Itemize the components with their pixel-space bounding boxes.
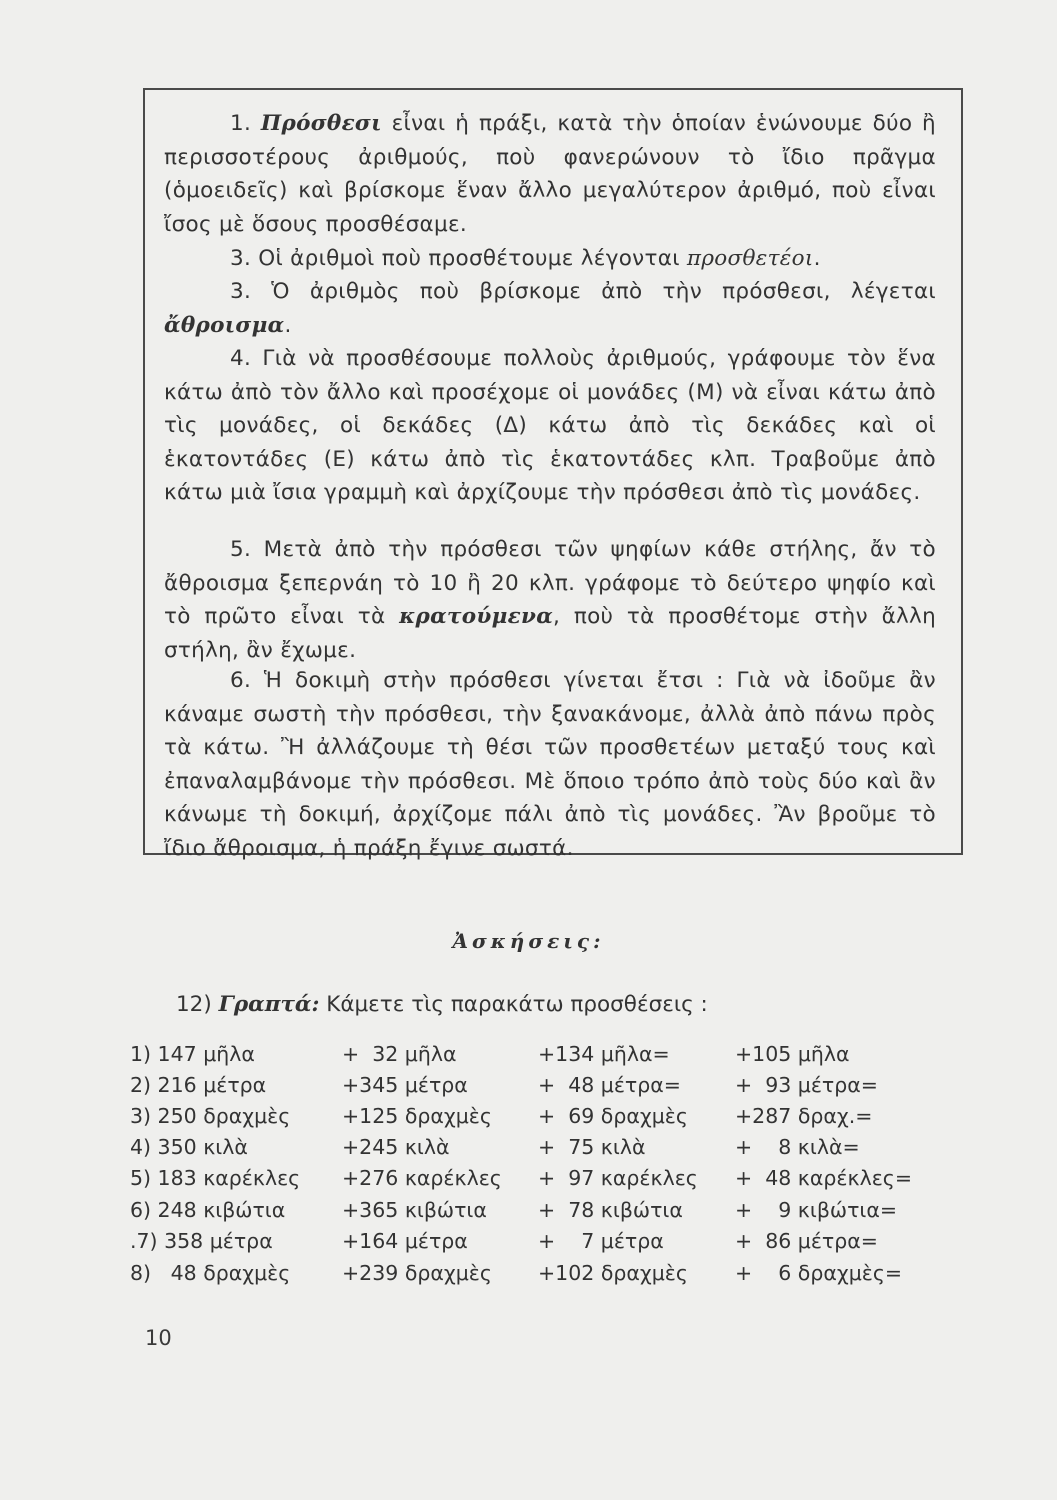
exercise-addend: + 8 κιλὰ= bbox=[735, 1135, 860, 1159]
rule-6: 6. Ἡ δοκιμὴ στὴν πρόσθεσι γίνεται ἔτσι : Γιὰ νὰ ἰδοῦμε ἂν κάναμε σωστὴ τὴν πρόσθεσι, τὴν ξανακάνομε, ἀλλὰ ἀπὸ πάνω πρὸς τὰ κάτω. Ἢ ἀλλάζουμε τὴ θέσι τῶν προσθετέων μεταξύ τους καὶ ἐπαναλαμβάνομε τὴν πρόσθεσι. Μὲ ὅποιο τρόπο ἀπὸ τοὺς δύο καὶ ἂν κάνωμε τὴ δοκιμή, ἀρχίζομε πάλι ἀπὸ τὶς μονάδες. Ἂν βροῦμε τὸ ἴδιο ἄθροισμα, ἡ πράξη ἔγινε σωστά. bbox=[164, 668, 936, 861]
exercise-addend: + 9 κιβώτια= bbox=[735, 1198, 898, 1222]
rule-2 bbox=[164, 242, 936, 276]
exercise-row bbox=[130, 1042, 960, 1072]
exercise-addend: +125 δραχμὲς bbox=[342, 1104, 492, 1128]
exercises-heading: Ἀσκήσεις: bbox=[452, 929, 605, 953]
task-label: Γραπτά: bbox=[218, 992, 320, 1017]
task-number: 12) bbox=[176, 992, 212, 1017]
rule-3 bbox=[164, 275, 936, 342]
exercise-first-term: 4) 350 κιλὰ bbox=[130, 1135, 248, 1159]
rule-5 bbox=[164, 533, 936, 667]
page-number: 10 bbox=[145, 1326, 172, 1350]
exercise-row bbox=[130, 1198, 960, 1228]
rule-4: 4. Γιὰ νὰ προσθέσουμε πολλοὺς ἀριθμούς, γράφουμε τὸν ἕνα κάτω ἀπὸ τὸν ἄλλο καὶ προσέχομε οἱ μονάδες (Μ) νὰ εἶναι κάτω ἀπὸ τὶς μονάδες, οἱ δεκάδες (Δ) κάτω ἀπὸ τὶς δεκάδες καὶ οἱ ἑκατοντάδες (Ε) κάτω ἀπὸ τὶς ἑκατοντάδες κλπ. Τραβοῦμε ἀπὸ κάτω μιὰ ἴσια γραμμὴ καὶ ἀρχίζουμε τὴν πρόσθεσι ἀπὸ τὶς μονάδες. bbox=[164, 346, 936, 505]
exercise-addend: +287 δραχ.= bbox=[735, 1104, 873, 1128]
exercise-first-term: 3) 250 δραχμὲς bbox=[130, 1104, 291, 1128]
rule-5-text: 5. Μετὰ ἀπὸ τὴν πρόσθεσι τῶν ψηφίων κάθε στήλης, ἄν τὸ ἄθροισμα ξεπερνάη τὸ 10 ἢ 20 κλπ. γράφομε τὸ δεύτερο ψηφίο καὶ τὸ πρῶτο εἶναι τὰ bbox=[164, 537, 936, 629]
exercise-first-term: 5) 183 καρέκλες bbox=[130, 1166, 301, 1190]
task-instruction bbox=[176, 992, 708, 1017]
rule-1 bbox=[164, 107, 936, 241]
exercise-row bbox=[130, 1104, 960, 1134]
exercise-first-term: 6) 248 κιβώτια bbox=[130, 1198, 286, 1222]
exercise-addend: +345 μέτρα bbox=[342, 1073, 468, 1097]
rule-5-end: , ποὺ τὰ προσθέτομε στὴν ἄλλη στήλη, ἂν ἔχωμε. bbox=[164, 604, 937, 663]
exercise-first-term: 8) 48 δραχμὲς bbox=[130, 1261, 291, 1285]
exercise-first-term: 2) 216 μέτρα bbox=[130, 1073, 267, 1097]
exercise-addend: + 86 μέτρα= bbox=[735, 1229, 878, 1253]
exercise-row bbox=[130, 1073, 960, 1103]
exercise-row bbox=[130, 1261, 960, 1291]
exercise-first-term: .7) 358 μέτρα bbox=[130, 1229, 273, 1253]
term-prosthetoi: προσθετέοι bbox=[686, 246, 814, 271]
exercise-addend: + 69 δραχμὲς bbox=[538, 1104, 688, 1128]
exercise-row bbox=[130, 1166, 960, 1196]
exercise-addend: +164 μέτρα bbox=[342, 1229, 468, 1253]
exercise-addend: + 48 καρέκλες= bbox=[735, 1166, 913, 1190]
exercise-addend: + 6 δραχμὲς= bbox=[735, 1261, 903, 1285]
task-text: Κάμετε τὶς παρακάτω προσθέσεις : bbox=[319, 992, 708, 1017]
exercise-addend: + 32 μῆλα bbox=[342, 1042, 457, 1066]
rule-2-end: . bbox=[813, 246, 821, 271]
term-kratoumena: κρατούμενα bbox=[399, 604, 554, 629]
exercise-row bbox=[130, 1229, 960, 1259]
exercise-addend: +239 δραχμὲς bbox=[342, 1261, 492, 1285]
rule-2-text: 3. Οἱ ἀριθμοὶ ποὺ προσθέτουμε λέγονται bbox=[230, 246, 687, 271]
exercise-addend: +105 μῆλα bbox=[735, 1042, 850, 1066]
exercise-addend: +245 κιλὰ bbox=[342, 1135, 450, 1159]
exercise-addend: +102 δραχμὲς bbox=[538, 1261, 688, 1285]
exercise-addend: +134 μῆλα= bbox=[538, 1042, 670, 1066]
exercise-addend: + 78 κιβώτια bbox=[538, 1198, 683, 1222]
exercise-addend: +365 κιβώτια bbox=[342, 1198, 487, 1222]
rule-number: 1. bbox=[230, 111, 252, 136]
exercise-row bbox=[130, 1135, 960, 1165]
rule-1-text: εἶναι ἡ πράξι, κατὰ τὴν ὁποίαν ἑνώνουμε δύο ἢ περισσοτέρους ἀριθμούς, ποὺ φανερώνουν τὸ ἴδιο πρᾶγμα (ὁμοειδεῖς) καὶ βρίσκομε ἕναν ἄλλο μεγαλύτερον ἀριθμό, ποὺ εἶναι ἴσος μὲ ὅσους προσθέσαμε. bbox=[164, 111, 936, 237]
exercise-addend: + 75 κιλὰ bbox=[538, 1135, 646, 1159]
rule-3-end: . bbox=[284, 312, 292, 338]
term-prosthesi: Πρόσθεσι bbox=[260, 111, 382, 136]
rule-3-text: 3. Ὁ ἀριθμὸς ποὺ βρίσκομε ἀπὸ τὴν πρόσθεσι, λέγεται bbox=[230, 279, 936, 304]
exercise-first-term: 1) 147 μῆλα bbox=[130, 1042, 255, 1066]
exercise-addend: + 93 μέτρα= bbox=[735, 1073, 878, 1097]
exercise-addend: + 97 καρέκλες bbox=[538, 1166, 698, 1190]
exercise-addend: +276 καρέκλες bbox=[342, 1166, 502, 1190]
exercise-addend: + 48 μέτρα= bbox=[538, 1073, 681, 1097]
term-athroisma: ἄθροισμα bbox=[164, 312, 285, 338]
exercise-addend: + 7 μέτρα bbox=[538, 1229, 664, 1253]
